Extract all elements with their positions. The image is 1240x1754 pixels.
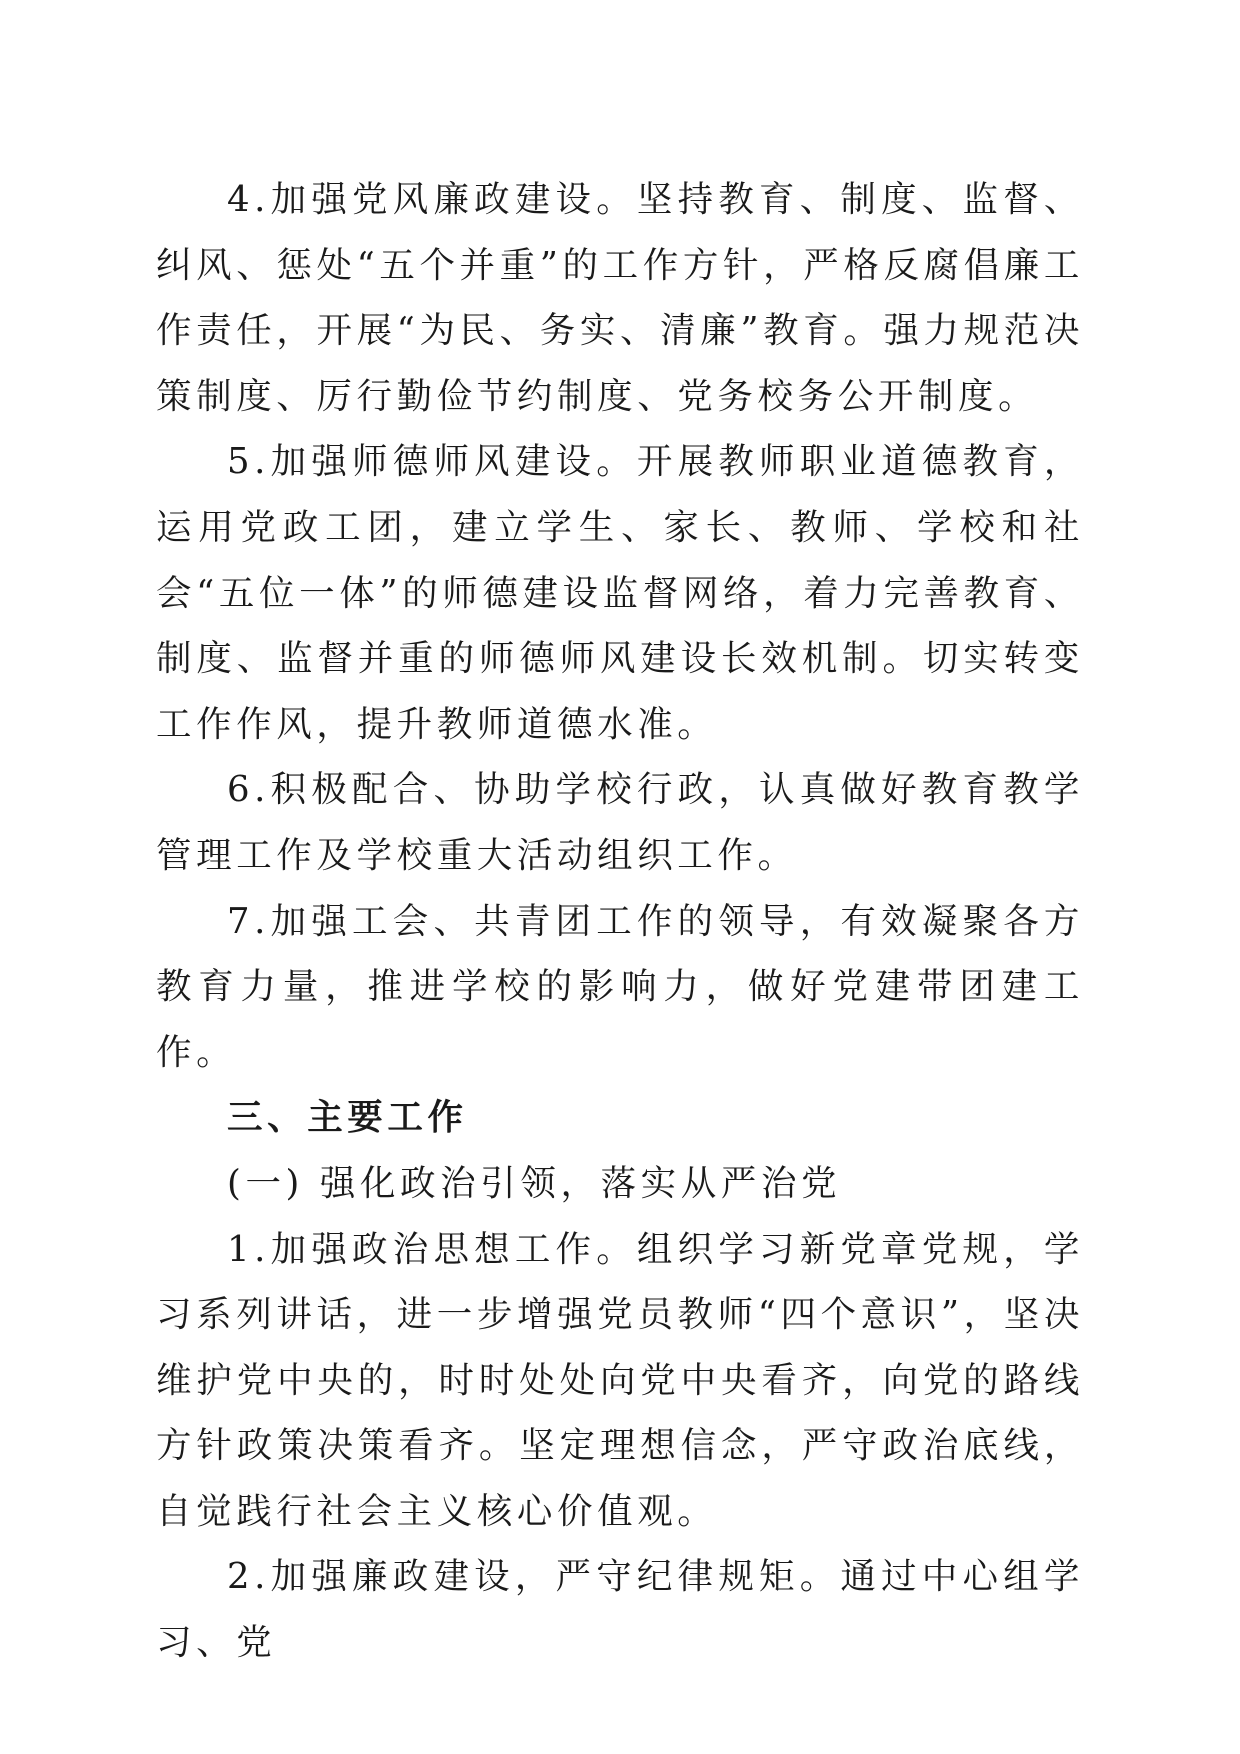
paragraph-admin-support: 6.积极配合、协助学校行政，认真做好教育教学管理工作及学校重大活动组织工作。 [156, 769, 1084, 876]
section-heading: 三、主要工作 [227, 1097, 468, 1139]
document-body [156, 167, 1084, 1676]
paragraph-integrity-discipline: 2.加强廉政建设，严守纪律规矩。通过中心组学习、党 [156, 1556, 1084, 1664]
paragraph-union-league: 7.加强工会、共青团工作的领导，有效凝聚各方教育力量，推进学校的影响力，做好党建带团建工作。 [156, 900, 1084, 1073]
paragraph-political-work: 1.加强政治思想工作。组织学习新党章党规，学习系列讲话，进一步增强党员教师“四个意识”，坚决维护党中央的，时时处处向党中央看齐，向党的路线方针政策决策看齐。坚定理想信念，严守政治底线，自觉践行社会主义核心价值观。 [156, 1228, 1084, 1532]
paragraph-party-integrity: 4.加强党风廉政建设。坚持教育、制度、监督、纠风、惩处“五个并重”的工作方针，严格反腐倡廉工作责任，开展“为民、务实、清廉”教育。强力规范决策制度、厉行勤俭节约制度、党务校务公开制度。 [156, 179, 1084, 417]
subsection-heading: (一) 强化政治引领，落实从严治党 [227, 1162, 842, 1204]
paragraph-teacher-ethics: 5.加强师德师风建设。开展教师职业道德教育，运用党政工团，建立学生、家长、教师、学校和社会“五位一体”的师德建设监督网络，着力完善教育、制度、监督并重的师德师风建设长效机制。切实转变工作作风，提升教师道德水准。 [156, 441, 1084, 745]
